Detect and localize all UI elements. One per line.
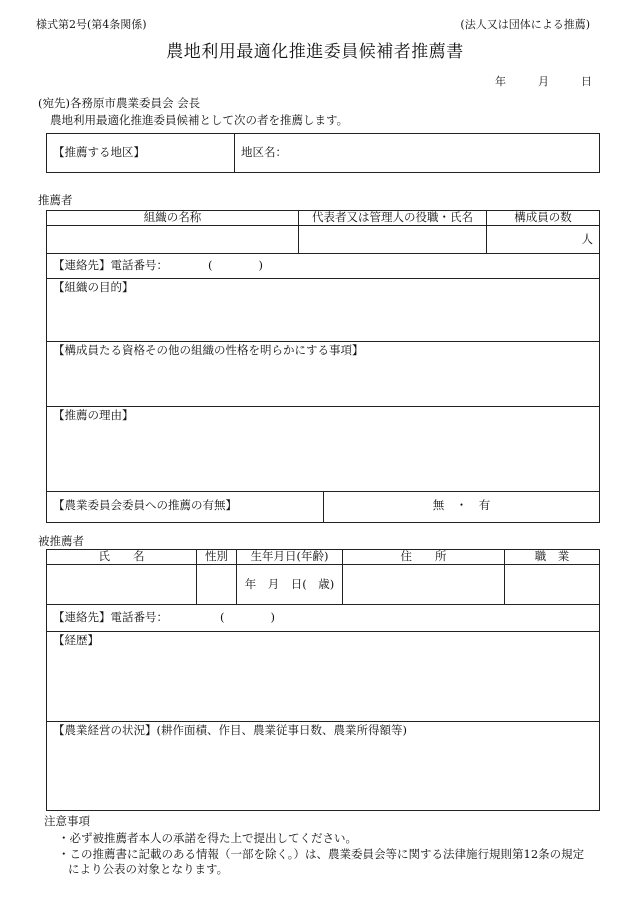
address-field[interactable] (343, 565, 505, 605)
intro-text: 農地利用最適化推進委員候補として次の者を推薦します。 (50, 113, 349, 127)
farm-committee-label: 【農業委員会委員への推薦の有無】 (47, 491, 324, 522)
col-gender: 性別 (197, 550, 237, 565)
nominee-contact-parens: ( ) (220, 610, 275, 625)
page-title: 農地利用最適化推進委員候補者推薦書 (166, 42, 464, 62)
addressee: (宛先)各務原市農業委員会 会長 (38, 96, 201, 110)
col-representative: 代表者又は管理人の役職・氏名 (299, 211, 487, 226)
col-address: 住 所 (343, 550, 505, 565)
notes-title: 注意事項 (44, 814, 90, 828)
birth-format: 年 月 日( 歳) (244, 576, 335, 591)
date-day: 日 (581, 75, 592, 88)
date-year: 年 (495, 75, 506, 88)
org-purpose-label: 【組織の目的】 (53, 280, 134, 294)
date-line (495, 75, 592, 88)
reason-field[interactable] (47, 407, 600, 492)
col-nominee-name: 氏 名 (47, 550, 197, 565)
recommender-contact-parens: ( ) (208, 258, 263, 273)
district-name-field[interactable]: 地区名： (235, 134, 600, 173)
nominee-contact-field[interactable] (47, 605, 600, 632)
note-item-1: ・必ず被推薦者本人の承諾を得た上で提出してください。 (58, 831, 357, 845)
nominee-contact-label: 【連絡先】電話番号： (53, 610, 168, 625)
farm-committee-table (46, 491, 600, 523)
col-members: 構成員の数 (487, 211, 600, 226)
form-number: 様式第2号(第4条関係) (36, 18, 147, 31)
birth-field[interactable] (237, 565, 343, 605)
org-purpose-field[interactable] (47, 279, 600, 342)
col-occupation: 職 業 (505, 550, 600, 565)
district-table (46, 133, 600, 173)
representative-field[interactable] (299, 226, 487, 254)
recommender-contact-label: 【連絡先】電話番号： (53, 258, 168, 273)
gender-field[interactable] (197, 565, 237, 605)
district-label: 【推薦する地区】 (47, 134, 235, 173)
farm-status-label: 【農業経営の状況】(耕作面積、作目、農業従事日数、農業所得額等) (53, 723, 407, 737)
nominee-section-title: 被推薦者 (38, 534, 84, 548)
members-field[interactable] (487, 226, 600, 254)
farm-status-field[interactable] (47, 722, 600, 811)
farm-committee-options[interactable]: 無 ・ 有 (324, 491, 600, 522)
nominee-name-field[interactable] (47, 565, 197, 605)
history-label: 【経歴】 (53, 633, 99, 647)
occupation-field[interactable] (505, 565, 600, 605)
members-unit: 人 (581, 231, 593, 246)
history-field[interactable] (47, 632, 600, 722)
reason-label: 【推薦の理由】 (53, 408, 134, 422)
col-birth: 生年月日(年齢) (237, 550, 343, 565)
member-qualification-label: 【構成員たる資格その他の組織の性格を明らかにする事項】 (53, 343, 364, 357)
nominee-table (46, 549, 600, 811)
col-org-name: 組織の名称 (47, 211, 299, 226)
member-qualification-field[interactable] (47, 342, 600, 407)
recommender-table (46, 210, 600, 492)
form-type-note: (法人又は団体による推薦) (460, 18, 590, 31)
note-item-2: ・この推薦書に記載のある情報（一部を除く。）は、農業委員会等に関する法律施行規則第12条の規定 (58, 847, 585, 861)
org-name-field[interactable] (47, 226, 299, 254)
recommender-contact-field[interactable] (47, 254, 600, 279)
note-item-2-cont: により公表の対象となります。 (68, 862, 229, 876)
date-month: 月 (538, 75, 549, 88)
recommender-section-title: 推薦者 (38, 193, 73, 207)
